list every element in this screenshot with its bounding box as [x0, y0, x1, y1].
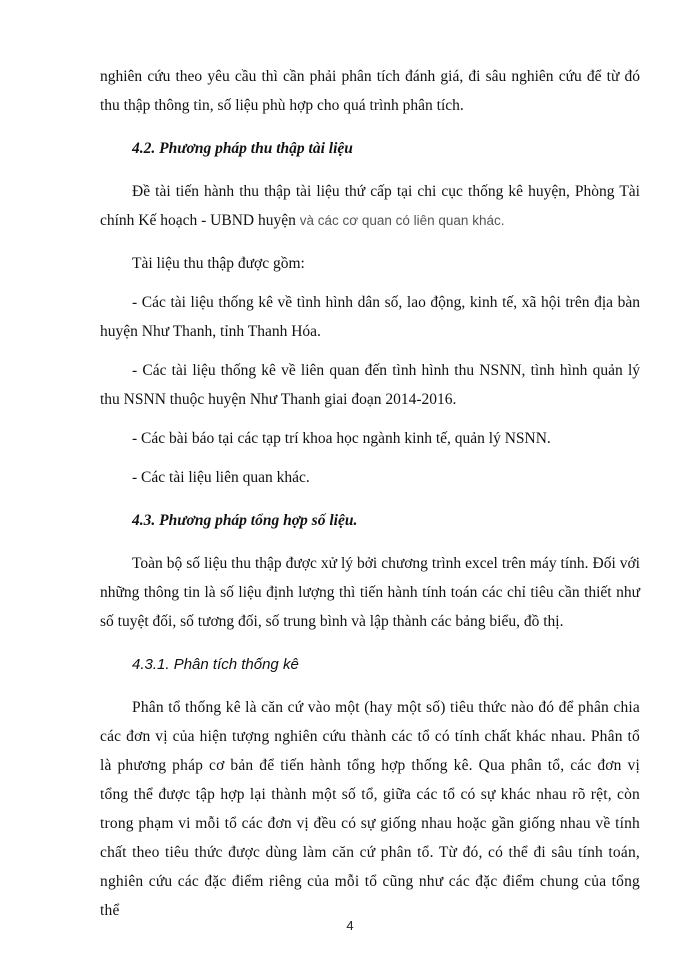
- section-4-3-1-paragraph: Phân tổ thống kê là căn cứ vào một (hay một số) tiêu thức nào đó để phân chia các đơn vị của hiện tượng nghiên cứu thành các tổ có tính chất khác nhau. Phân tổ là phương pháp cơ bản để tiến hành tổng hợp thống kê. Qua phân tổ, các đơn vị tổng thể được tập hợp lại thành một số tổ, giữa các tổ có sự khác nhau rõ rệt, còn trong phạm vi mỗi tổ các đơn vị đều có sự giống nhau hoặc gần giống nhau về tính chất theo tiêu thức được dùng làm căn cứ phân tổ. Từ đó, có thể đi sâu tính toán, nghiên cứu các đặc điểm riêng của mỗi tổ cũng như các đặc điểm chung của tổng thể: [100, 699, 640, 919]
- list-item-1: - Các tài liệu thống kê về tình hình dân số, lao động, kinh tế, xã hội trên địa bàn huyện Như Thanh, tỉnh Thanh Hóa.: [100, 294, 640, 340]
- section-4-2-paragraph: [100, 177, 640, 235]
- section-4-3-heading: 4.3. Phương pháp tổng hợp số liệu.: [132, 512, 358, 529]
- collected-intro: Tài liệu thu thập được gồm:: [132, 255, 305, 272]
- section-4-2-heading: 4.2. Phương pháp thu thập tài liệu: [132, 140, 353, 157]
- list-item-4: - Các tài liệu liên quan khác.: [132, 469, 310, 486]
- section-4-3-1-heading: 4.3.1. Phân tích thống kê: [132, 656, 299, 673]
- list-item-2: - Các tài liệu thống kê về liên quan đến tình hình thu NSNN, tình hình quản lý thu NSNN thuộc huyện Như Thanh giai đoạn 2014-2016.: [100, 362, 640, 408]
- document-page: [100, 62, 640, 925]
- section-4-2-text: Đề tài tiến hành thu thập tài liệu thứ cấp tại chi cục thống kê huyện, Phòng Tài chính Kế hoạch - UBND huyện: [100, 183, 640, 229]
- list-item-3: - Các bài báo tại các tạp trí khoa học ngành kinh tế, quản lý NSNN.: [132, 430, 551, 447]
- page-number: 4: [346, 918, 354, 933]
- intro-paragraph: nghiên cứu theo yêu cầu thì cần phải phân tích đánh giá, đi sâu nghiên cứu để từ đó thu thập thông tin, số liệu phù hợp cho quá trình phân tích.: [100, 68, 640, 114]
- section-4-2-text-tail: và các cơ quan có liên quan khác.: [299, 213, 505, 228]
- section-4-3-paragraph: Toàn bộ số liệu thu thập được xử lý bởi chương trình excel trên máy tính. Đối với những thông tin là số liệu định lượng thì tiến hành tính toán các chỉ tiêu cần thiết như số tuyệt đối, số tương đối, số trung bình và lập thành các bảng biểu, đồ thị.: [100, 555, 640, 630]
